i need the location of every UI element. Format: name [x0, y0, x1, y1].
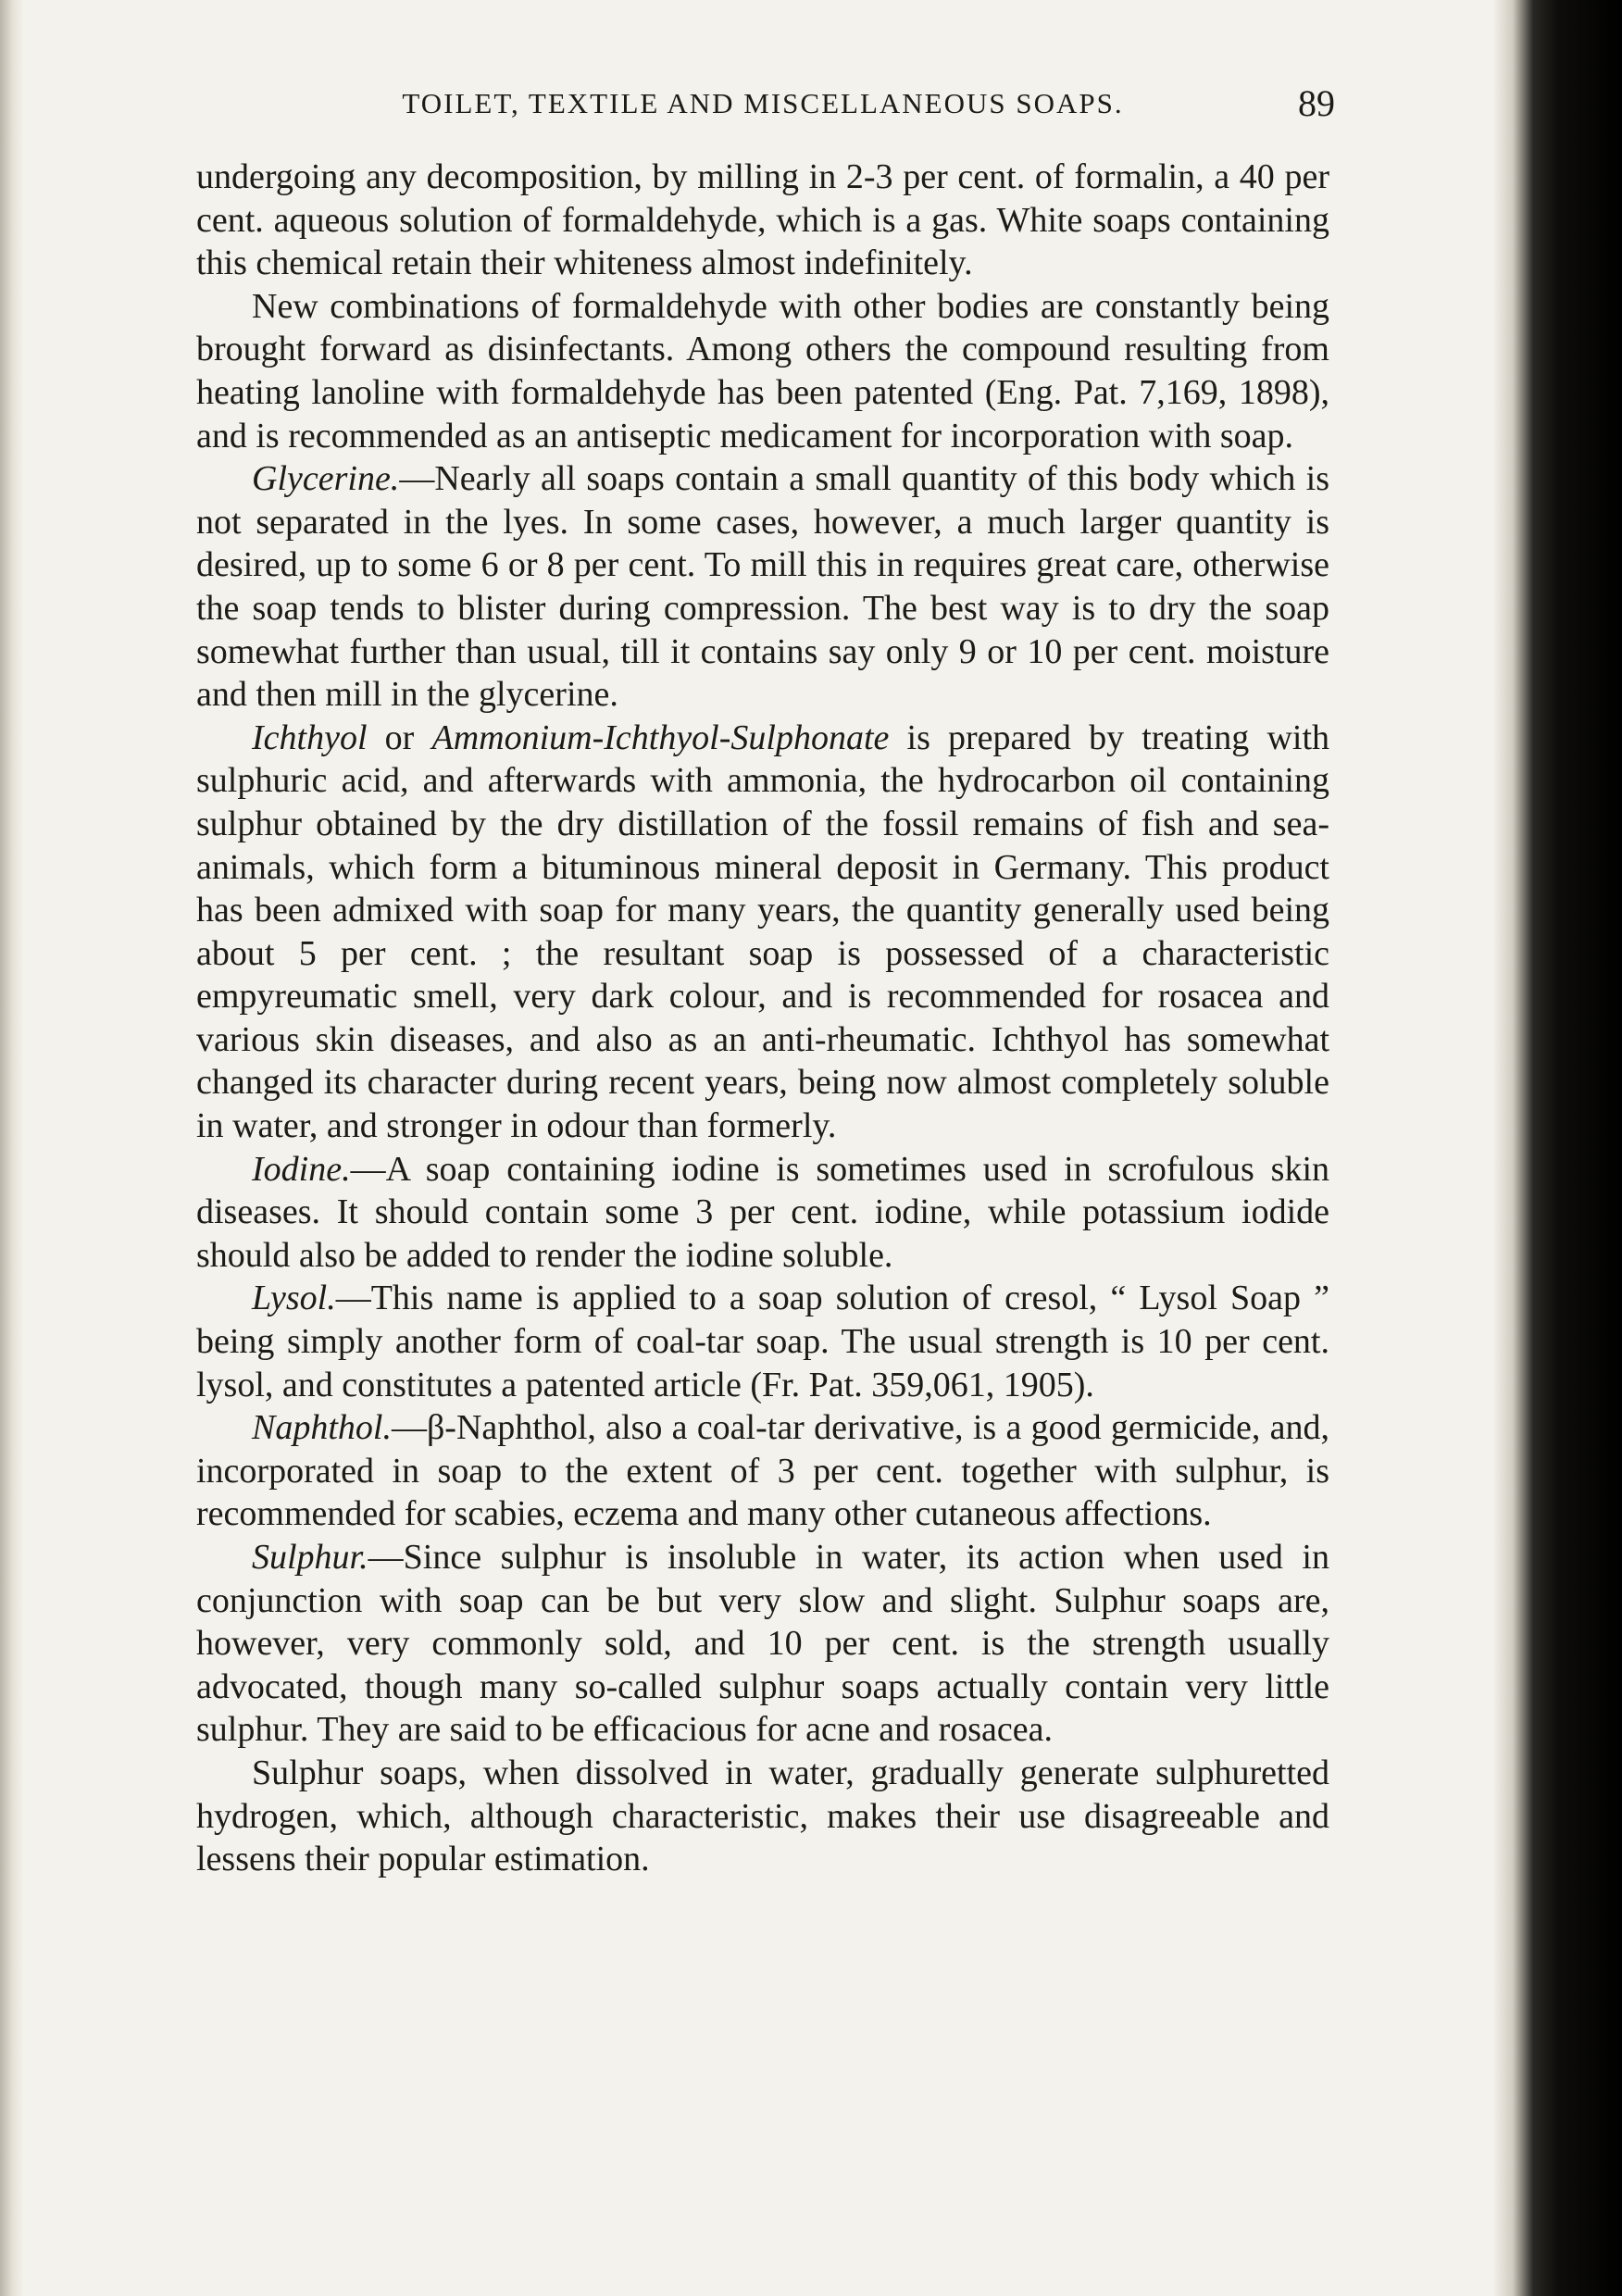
running-head: [196, 81, 1335, 143]
heading-iodine: Iodine.: [252, 1149, 351, 1189]
paragraph-glycerine: Glycerine.—Nearly all soaps contain a small quantity of this body which is not separated in the lyes. In some cases, however, a much larger quantity is desired, up to some 6 or 8 per cent. To mill this in requires great care, otherwise the soap tends to blister during compression. The best way is to dry the soap somewhat further than usual, till it contains say only 9 or 10 per cent. moisture and then mill in the glycerine.: [196, 459, 1329, 715]
running-title: TOILET, TEXTILE AND MISCELLANEOUS SOAPS.: [402, 87, 1124, 119]
heading-glycerine: Glycerine.: [252, 459, 400, 499]
heading-naphthol: Naphthol.: [252, 1408, 392, 1448]
paragraph-sulphur: Sulphur.—Since sulphur is insoluble in water, its action when used in conjunction with soap can be but very slow and slight. Sulphur soaps are, however, very commonly sold, and 10 per cent. is the strength usually advocated, though many so-called sulphur soaps actually contain very little sulphur. They are said to be efficacious for acne and rosacea.: [196, 1538, 1329, 1750]
page-number: 89: [1298, 82, 1335, 124]
heading-lysol: Lysol.: [252, 1279, 336, 1318]
paragraph-ichthyol: Ichthyol or Ammonium-Ichthyol-Sulphonate is prepared by treating with sulphuric acid, and afterwards with ammonia, the hydrocarbon oil containing sulphur obtained by the dry distillation of the fossil remains of fish and sea-animals, which form a bituminous mineral deposit in Germany. This product has been admixed with soap for many years, the quantity generally used being about 5 per cent. ; the resultant soap is possessed of a characteristic empyreumatic smell, very dark colour, and is recommended for rosacea and various skin diseases, and also as an anti-rheumatic. Ichthyol has somewhat changed its character during recent years, being now almost completely soluble in water, and stronger in odour than formerly.: [196, 718, 1330, 1146]
heading-sulphur: Sulphur.: [252, 1538, 368, 1577]
paragraph-formalin: undergoing any decomposition, by milling in 2-3 per cent. of formalin, a 40 per cent. aqueous solution of formaldehyde, which is a gas. White soaps containing this chemical retain their whiteness almost indefinitely.: [196, 157, 1329, 283]
page-edge-left: [0, 0, 24, 2296]
paragraph-sulphur-soaps: Sulphur soaps, when dissolved in water, gradually generate sulphuretted hydrogen, which, although characteristic, makes their use disagreeable and lessens their popular estimation.: [196, 1753, 1329, 1879]
book-binding-edge: [1492, 0, 1622, 2296]
paragraph-naphthol: Naphthol.—β-Naphthol, also a coal-tar derivative, is a good germicide, and, incorporated in soap to the extent of 3 per cent. together with sulphur, is recommended for scabies, eczema and many other cutaneous affections.: [196, 1408, 1329, 1534]
heading-ammonium-ichthyol-sulphonate: Ammonium-Ichthyol-Sulphonate: [431, 718, 890, 757]
book-page: [196, 81, 1335, 1881]
page-body: [196, 156, 1329, 1881]
paragraph-formaldehyde: New combinations of formaldehyde with other bodies are constantly being brought forward as disinfectants. Among others the compound resulting from heating lanoline with formaldehyde has been patented (Eng. Pat. 7,169, 1898), and is recommended as an antiseptic medicament for incorporation with soap.: [196, 286, 1329, 455]
heading-ichthyol: Ichthyol: [252, 718, 368, 757]
paragraph-iodine: Iodine.—A soap containing iodine is sometimes used in scrofulous skin diseases. It should contain some 3 per cent. iodine, while potassium iodide should also be added to render the iodine soluble.: [196, 1149, 1329, 1275]
paragraph-lysol: Lysol.—This name is applied to a soap solution of cresol, “ Lysol Soap ” being simply another form of coal-tar soap. The usual strength is 10 per cent. lysol, and constitutes a patented article (Fr. Pat. 359,061, 1905).: [196, 1279, 1329, 1404]
